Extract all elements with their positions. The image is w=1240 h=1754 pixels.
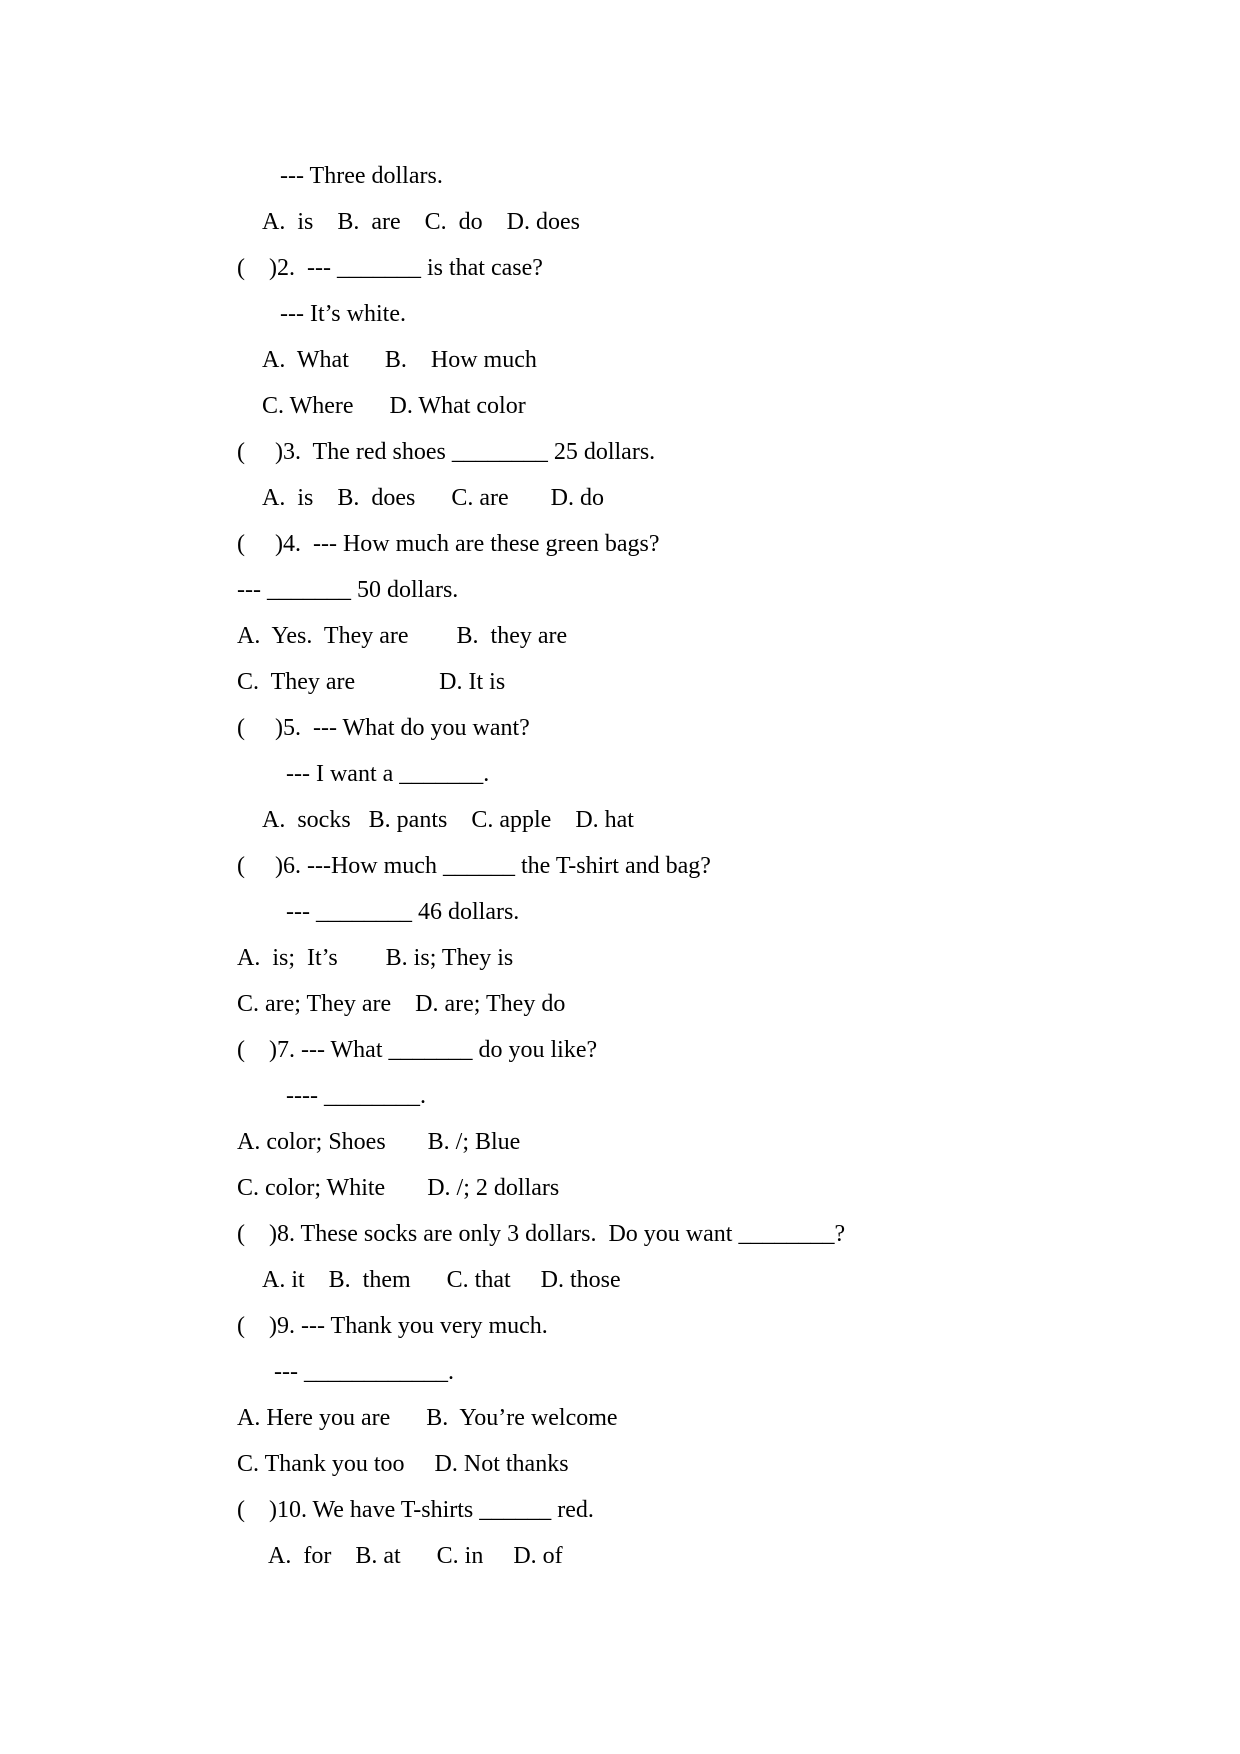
q10-question: ( )10. We have T-shirts ______ red.: [237, 1497, 594, 1523]
q2-options-cd: C. Where D. What color: [262, 393, 526, 419]
q4-question: ( )4. --- How much are these green bags?: [237, 531, 660, 557]
q2-options-ab: A. What B. How much: [262, 347, 537, 373]
q6-answer: --- ________ 46 dollars.: [286, 899, 520, 925]
q2-answer: --- It’s white.: [280, 301, 406, 327]
q7-options-ab: A. color; Shoes B. /; Blue: [237, 1129, 521, 1155]
q4-options-cd: C. They are D. It is: [237, 669, 506, 695]
q8-question: ( )8. These socks are only 3 dollars. Do you want ________?: [237, 1221, 846, 1247]
q7-answer: ---- ________.: [286, 1083, 426, 1109]
q8-options: A. it B. them C. that D. those: [262, 1267, 621, 1293]
q3-options: A. is B. does C. are D. do: [262, 485, 604, 511]
q9-options-ab: A. Here you are B. You’re welcome: [237, 1405, 618, 1431]
q10-options: A. for B. at C. in D. of: [268, 1543, 563, 1569]
q4-answer: --- _______ 50 dollars.: [237, 577, 459, 603]
q5-answer: --- I want a _______.: [286, 761, 490, 787]
q9-options-cd: C. Thank you too D. Not thanks: [237, 1451, 569, 1477]
q1-options: A. is B. are C. do D. does: [262, 209, 580, 235]
q6-question: ( )6. ---How much ______ the T-shirt and bag?: [237, 853, 711, 879]
q1-answer: --- Three dollars.: [280, 163, 443, 189]
q6-options-ab: A. is; It’s B. is; They is: [237, 945, 514, 971]
q5-options: A. socks B. pants C. apple D. hat: [262, 807, 634, 833]
q7-question: ( )7. --- What _______ do you like?: [237, 1037, 598, 1063]
q2-question: ( )2. --- _______ is that case?: [237, 255, 543, 281]
q9-question: ( )9. --- Thank you very much.: [237, 1313, 548, 1339]
q5-question: ( )5. --- What do you want?: [237, 715, 530, 741]
q7-options-cd: C. color; White D. /; 2 dollars: [237, 1175, 560, 1201]
q6-options-cd: C. are; They are D. are; They do: [237, 991, 566, 1017]
q3-question: ( )3. The red shoes ________ 25 dollars.: [237, 439, 656, 465]
q4-options-ab: A. Yes. They are B. they are: [237, 623, 568, 649]
q9-answer: --- ____________.: [274, 1359, 454, 1385]
